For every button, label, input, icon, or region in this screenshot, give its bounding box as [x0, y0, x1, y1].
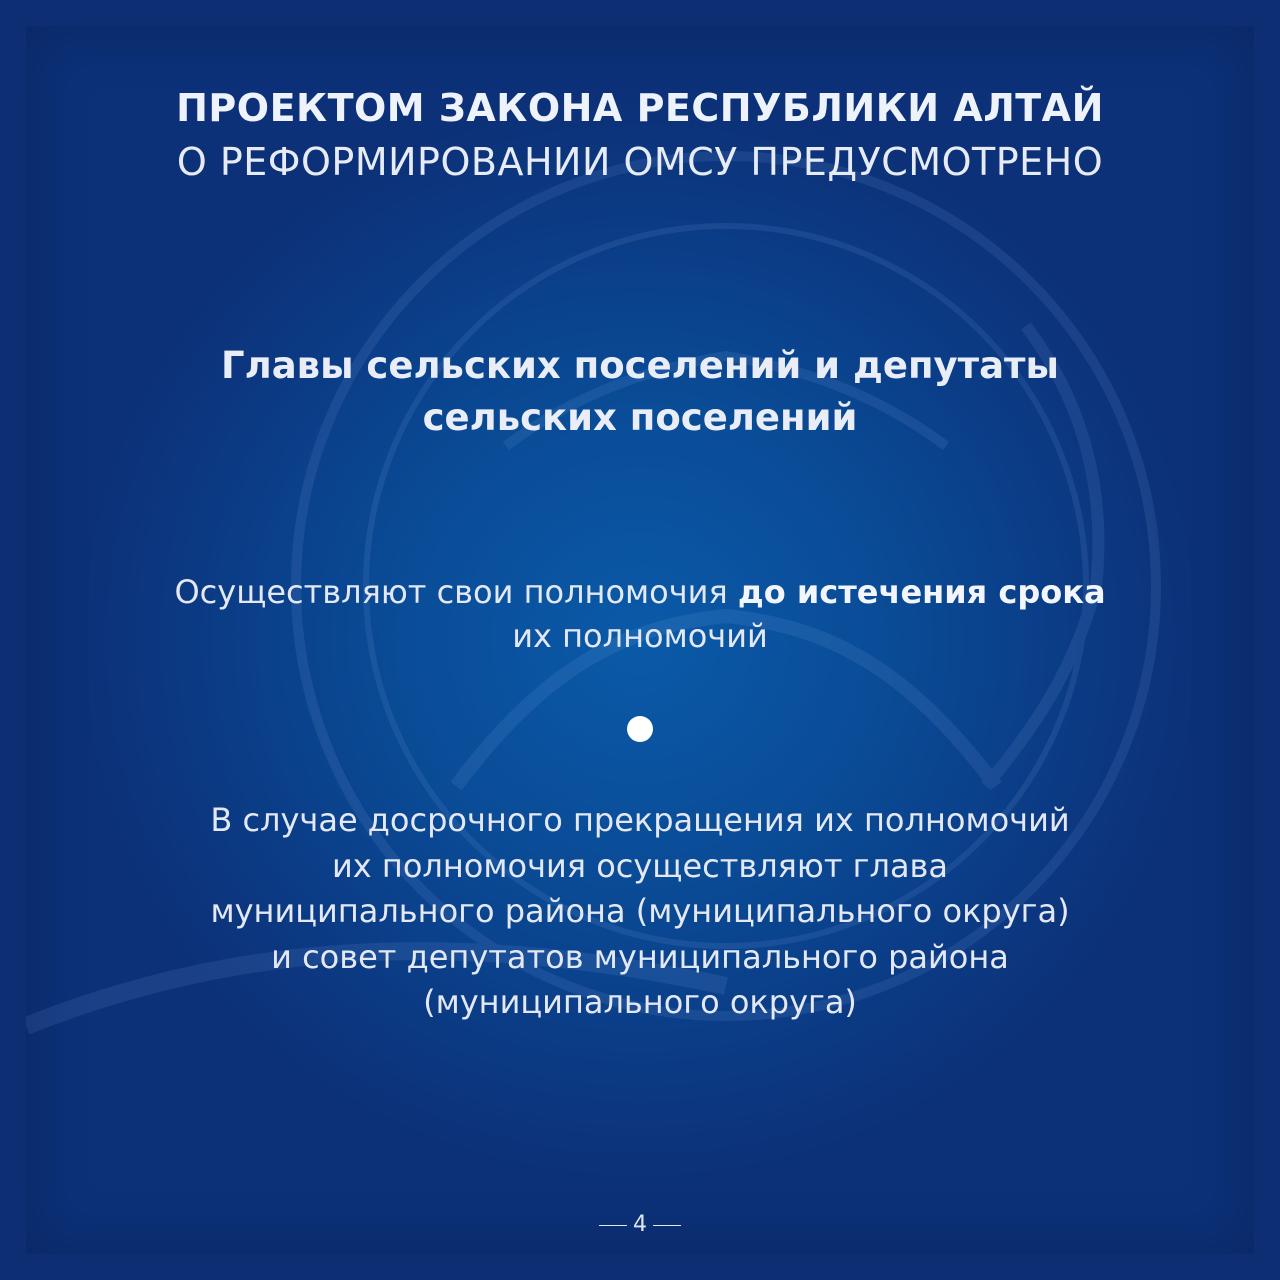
page-number: [0, 1212, 1280, 1237]
paragraph-line: муниципального района (муниципального округа): [210, 892, 1070, 930]
paragraph-term-tail: их полномочий: [512, 617, 768, 655]
page-number-value: 4: [633, 1212, 647, 1237]
section-heading-line-2: сельских поселений: [422, 396, 858, 439]
paragraph-line: В случае досрочного прекращения их полномочий: [210, 801, 1070, 839]
bullet-dot-icon: [627, 716, 653, 742]
paragraph-line: (муниципального округа): [423, 983, 857, 1021]
paragraph-line: и совет депутатов муниципального района: [271, 937, 1009, 976]
paragraph-early-termination: [0, 798, 1280, 1026]
page-title: ПРОЕКТОМ ЗАКОНА РЕСПУБЛИКИ АЛТАЙ: [176, 86, 1104, 130]
dash-right-icon: [653, 1225, 681, 1226]
paragraph-term: [0, 570, 1280, 658]
section-heading: [0, 340, 1280, 444]
paragraph-term-lead: Осуществляют свои полномочия: [174, 573, 738, 611]
dash-left-icon: [599, 1225, 627, 1226]
paragraph-term-line-1: [0, 570, 1280, 614]
paragraph-line: их полномочия осуществляют глава: [331, 846, 949, 885]
section-heading-line-1: Главы сельских поселений и депутаты: [221, 344, 1059, 387]
paragraph-term-emphasis: до истечения срока: [737, 573, 1106, 611]
page-subtitle: О РЕФОРМИРОВАНИИ ОМСУ ПРЕДУСМОТРЕНО: [176, 140, 1104, 184]
